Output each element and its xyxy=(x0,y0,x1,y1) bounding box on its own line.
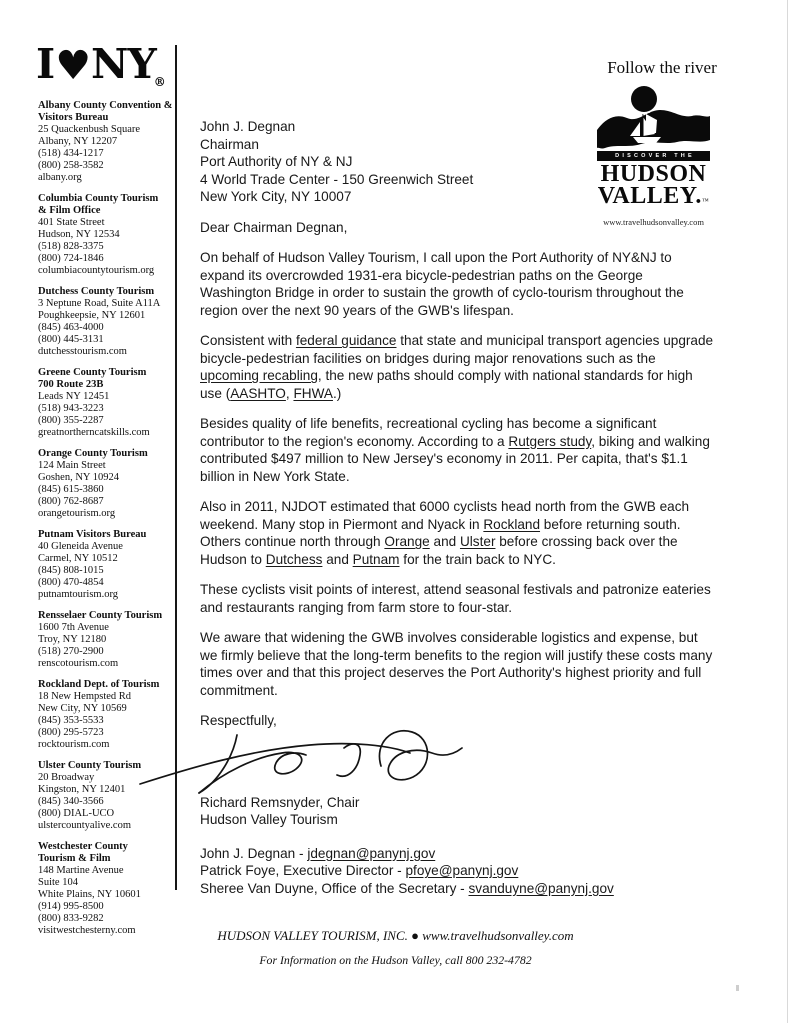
letter-body xyxy=(200,118,716,897)
sidebar xyxy=(38,100,174,946)
letter-paragraph: Besides quality of life benefits, recreational cycling has become a significant contributor to the region's economy. According to a Rutgers study, biking and walking contributed $497 million to New Jersey's economy in 2011. Per capita, that's $1.1 billion in New York State. xyxy=(200,416,710,484)
sidebar-entry: Putnam Visitors Bureau 40 Gleneida Avenue Carmel, NY 10512 (845) 808-1015 (800) 470-4854 putnamtourism.org xyxy=(38,529,147,600)
cc-line: Sheree Van Duyne, Office of the Secretary - svanduyne@panynj.gov xyxy=(200,880,614,896)
closing-line: Respectfully, xyxy=(200,713,277,728)
footer-info-line: For Information on the Hudson Valley, call 800 232-4782 xyxy=(259,953,532,967)
letter-paragraph: Consistent with federal guidance that state and municipal transport agencies upgrade bicycle-pedestrian facilities on bridges during major renovations such as the upcoming recabling, the new paths should comply with national standards for high use (AASHTO, FHWA.) xyxy=(200,333,714,401)
wordmark-line2: VALLEY.™ xyxy=(597,183,710,209)
ilny-letters-ny: NY xyxy=(91,40,156,88)
sidebar-entry: Westchester County Tourism & Film 148 Martine Avenue Suite 104 White Plains, NY 10601 (914) 995-8500 (800) 833-9282 visitwestchesterny.com xyxy=(38,841,141,936)
signature-area xyxy=(200,730,716,794)
cc-line: Patrick Foye, Executive Director - pfoye@panynj.gov xyxy=(200,863,519,878)
sidebar-entry: Albany County Convention & Visitors Bureau 25 Quackenbush Square Albany, NY 12207 (518) 434-1217 (800) 258-3582 albany.org xyxy=(38,100,173,183)
signer-name: Richard Remsnyder, Chair xyxy=(200,794,360,810)
sidebar-entry: Rensselaer County Tourism 1600 7th Avenue Troy, NY 12180 (518) 270-2900 renscotourism.com xyxy=(38,610,163,669)
scan-edge-artifact xyxy=(787,0,788,1023)
scan-speck-artifact xyxy=(736,985,739,991)
salutation: Dear Chairman Degnan, xyxy=(200,219,348,235)
i-love-ny-logo xyxy=(36,40,168,88)
trademark-mark: ™ xyxy=(701,197,710,205)
letter-paragraphs xyxy=(200,249,716,699)
letter-paragraph: These cyclists visit points of interest, attend seasonal festivals and patronize eateries and restaurants ranging from farm store to four-star. xyxy=(200,582,711,615)
sidebar-entry: Rockland Dept. of Tourism 18 New Hempsted Rd New City, NY 10569 (845) 353-5533 (800) 295-5723 rocktourism.com xyxy=(38,679,160,750)
sidebar-entry: Columbia County Tourism & Film Office 401 State Street Hudson, NY 12534 (518) 828-3375 (800) 724-1846 columbiacountytourism.org xyxy=(38,193,159,276)
follow-the-river-tagline: Follow the river xyxy=(607,58,717,77)
signer-org: Hudson Valley Tourism xyxy=(200,812,338,827)
wordmark-line1: HUDSON xyxy=(600,161,707,187)
ilny-letter-i: I xyxy=(36,40,55,88)
heart-icon: ♥ xyxy=(55,42,91,89)
registered-mark: ® xyxy=(153,75,166,89)
sidebar-entry: Orange County Tourism 124 Main Street Goshen, NY 10924 (845) 615-3860 (800) 762-8687 orangetourism.org xyxy=(38,448,148,519)
logo-website-url: www.travelhudsonvalley.com xyxy=(603,217,704,227)
sidebar-entry: Dutchess County Tourism 3 Neptune Road, Suite A11A Poughkeepsie, NY 12601 (845) 463-4000 (800) 445-3131 dutchesstourism.com xyxy=(38,286,161,357)
cc-block xyxy=(200,845,716,898)
sidebar-entry: Greene County Tourism 700 Route 23B Leads NY 12451 (518) 943-3223 (800) 355-2287 greatnortherncatskills.com xyxy=(38,367,150,438)
handwritten-signature-icon xyxy=(138,722,478,808)
letter-paragraph: On behalf of Hudson Valley Tourism, I call upon the Port Authority of NY&NJ to expand its overcrowded 1931-era bicycle-pedestrian paths on the George Washington Bridge in order to sustain the growth of cyclo-tourism throughout the region over the next 90 years of the GWB's lifespan. xyxy=(200,250,684,318)
sidebar-entry: Ulster County Tourism 20 Broadway Kingston, NY 12401 (845) 340-3566 (800) DIAL-UCO ulstercountyalive.com xyxy=(38,760,142,831)
cc-line: John J. Degnan - jdegnan@panynj.gov xyxy=(200,845,436,861)
letter-paragraph: We aware that widening the GWB involves considerable logistics and expense, but we firmly believe that the long-term benefits to the region will justify these costs many times over and that this project deserves the Port Authority's highest priority and full commitment. xyxy=(200,630,713,698)
letter-paragraph: Also in 2011, NJDOT estimated that 6000 cyclists head north from the GWB each weekend. Many stop in Piermont and Nyack in Rockland before returning south. Others continue north through Orange and Ulster before crossing back over the Hudson to Dutchess and Putnam for the train back to NYC. xyxy=(200,499,690,567)
recipient-block: John J. Degnan Chairman Port Authority of NY & NJ 4 World Trade Center - 150 Greenwich Street New York City, NY 10007 xyxy=(200,119,474,204)
discover-the-banner: DISCOVER THE xyxy=(597,151,710,161)
footer-org-line: HUDSON VALLEY TOURISM, INC. ● www.travelhudsonvalley.com xyxy=(217,928,574,943)
